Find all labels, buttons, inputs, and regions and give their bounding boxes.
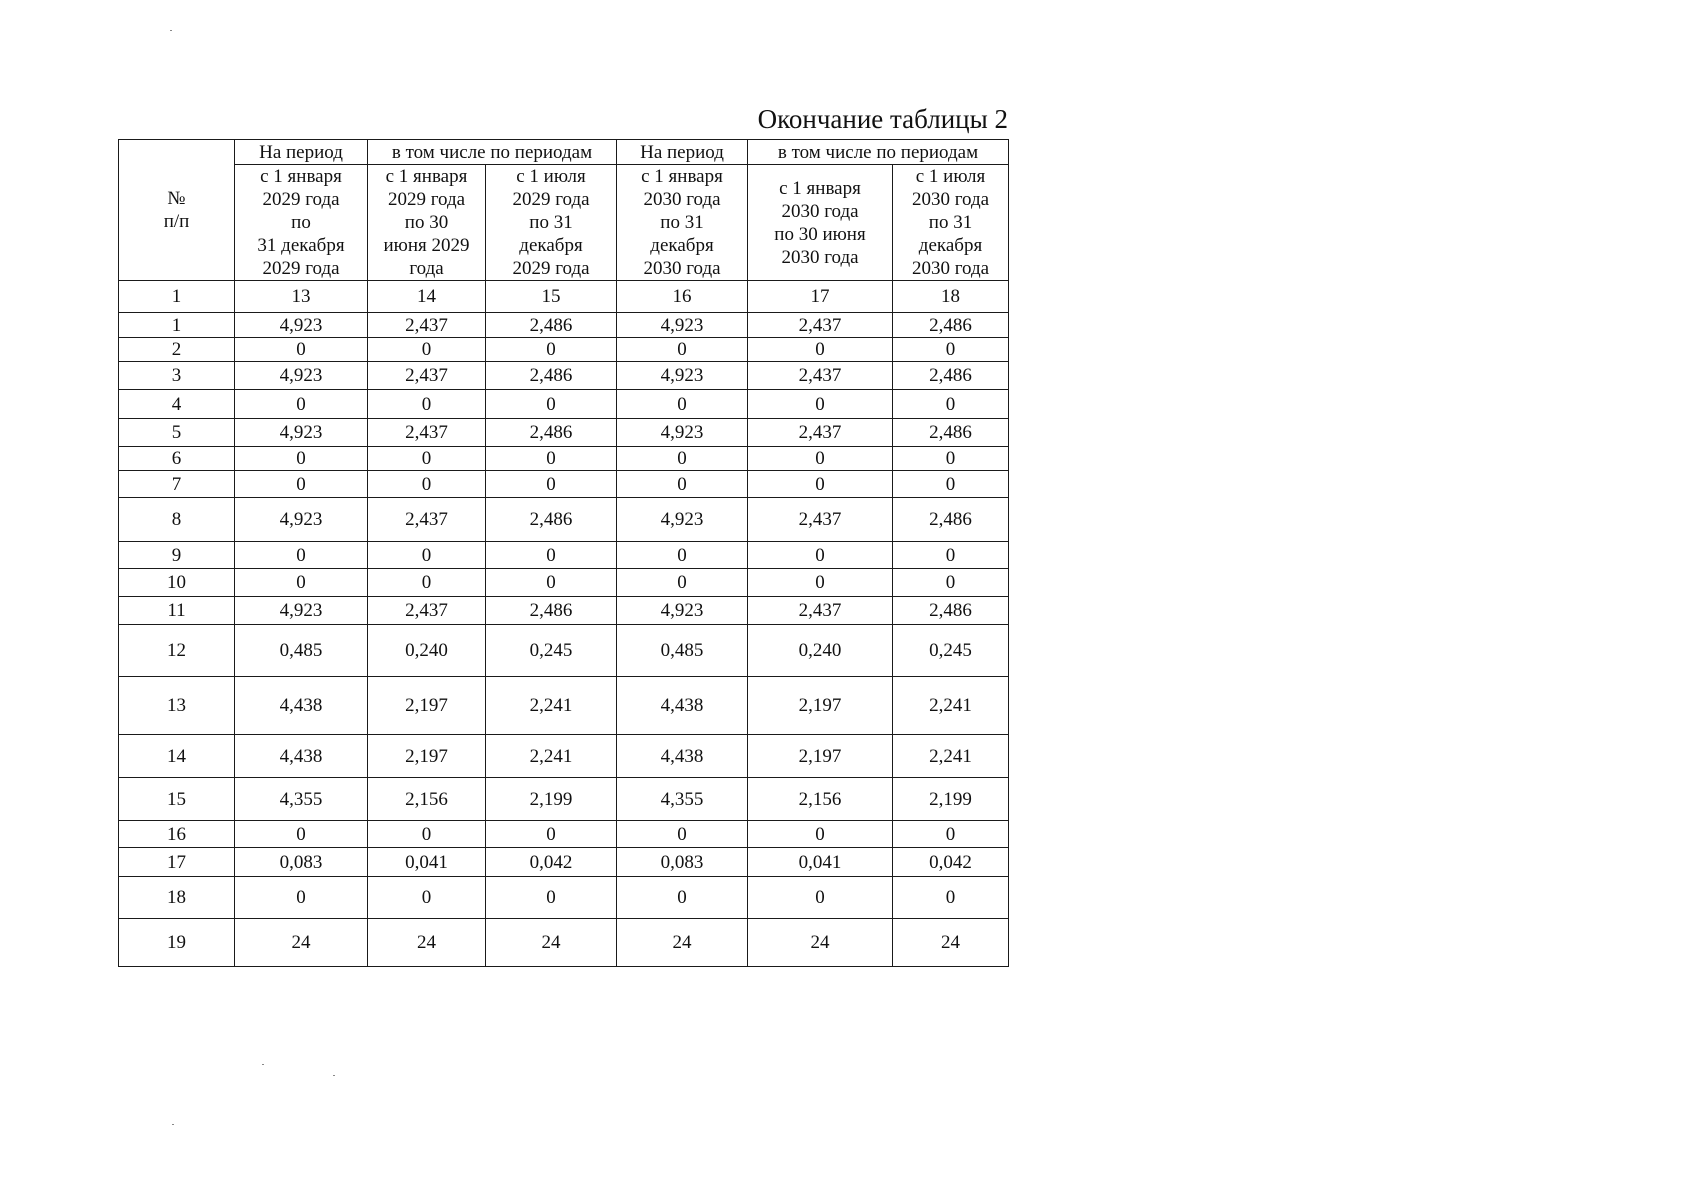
table-cell: 24 — [893, 919, 1009, 967]
table-cell: 0,042 — [893, 848, 1009, 877]
table-cell: 0 — [235, 338, 368, 362]
scan-speck — [170, 30, 172, 31]
table-cell: 2,486 — [893, 419, 1009, 447]
table-cell: 0 — [893, 542, 1009, 569]
row-number: 5 — [119, 419, 235, 447]
table-cell: 2,486 — [893, 313, 1009, 338]
row-number: 12 — [119, 625, 235, 677]
row-number: 8 — [119, 498, 235, 542]
table-cell: 2,241 — [893, 735, 1009, 778]
table-row — [119, 390, 1009, 419]
table-cell: 0 — [235, 542, 368, 569]
table-cell: 2,197 — [748, 735, 893, 778]
table-cell: 0 — [893, 471, 1009, 498]
table-cell: 0,245 — [486, 625, 617, 677]
table-cell: 0 — [486, 447, 617, 471]
header-col-15: с 1 июля 2029 года по 31 декабря 2029 года — [486, 165, 617, 281]
table-cell: 2,486 — [486, 313, 617, 338]
table-cell: 0 — [748, 390, 893, 419]
table-cell: 0 — [368, 471, 486, 498]
table-caption: Окончание таблицы 2 — [757, 104, 1008, 134]
table-row — [119, 597, 1009, 625]
table-cell: 24 — [368, 919, 486, 967]
table-cell: 0 — [748, 542, 893, 569]
table-cell: 0,240 — [748, 625, 893, 677]
table-cell: 0 — [368, 569, 486, 597]
table-row — [119, 848, 1009, 877]
row-number: 4 — [119, 390, 235, 419]
table-cell: 0 — [893, 569, 1009, 597]
table-cell: 0 — [235, 821, 368, 848]
table-row — [119, 471, 1009, 498]
table-cell: 0,083 — [235, 848, 368, 877]
table-row — [119, 419, 1009, 447]
table-cell: 0 — [617, 821, 748, 848]
table-cell: 2,437 — [368, 419, 486, 447]
table-cell: 2,197 — [748, 677, 893, 735]
table-cell: 2,437 — [368, 362, 486, 390]
table-cell: 4,355 — [617, 778, 748, 821]
table-cell: 2,156 — [368, 778, 486, 821]
header-row-number: № п/п — [119, 140, 235, 281]
table-cell: 0 — [893, 390, 1009, 419]
table-body — [119, 313, 1009, 967]
row-number: 15 — [119, 778, 235, 821]
scan-speck — [172, 1124, 174, 1125]
table-cell: 24 — [748, 919, 893, 967]
header-subperiods-2029: в том числе по периодам — [368, 140, 617, 165]
table-cell: 4,923 — [235, 597, 368, 625]
table-row — [119, 919, 1009, 967]
table-cell: 2,486 — [893, 362, 1009, 390]
table-cell: 2,437 — [748, 498, 893, 542]
table-cell: 4,923 — [235, 313, 368, 338]
row-number: 19 — [119, 919, 235, 967]
table-cell: 0 — [617, 542, 748, 569]
table-cell: 0 — [893, 821, 1009, 848]
table-cell: 0 — [617, 877, 748, 919]
header-col-18: с 1 июля 2030 года по 31 декабря 2030 года — [893, 165, 1009, 281]
table-cell: 2,437 — [748, 313, 893, 338]
row-number: 18 — [119, 877, 235, 919]
row-number: 9 — [119, 542, 235, 569]
table-cell: 0 — [486, 338, 617, 362]
table-cell: 2,486 — [893, 597, 1009, 625]
data-table — [118, 139, 1009, 967]
table-cell: 0,041 — [748, 848, 893, 877]
table-cell: 2,437 — [368, 597, 486, 625]
header-subperiods-2030: в том числе по периодам — [748, 140, 1009, 165]
table-cell: 0 — [617, 390, 748, 419]
table-cell: 0 — [368, 821, 486, 848]
row-number: 17 — [119, 848, 235, 877]
table-cell: 2,197 — [368, 677, 486, 735]
table-cell: 4,923 — [617, 498, 748, 542]
table-cell: 0 — [368, 447, 486, 471]
table-cell: 0 — [486, 542, 617, 569]
table-cell: 24 — [486, 919, 617, 967]
table-cell: 0,245 — [893, 625, 1009, 677]
table-cell: 0 — [617, 569, 748, 597]
header-col-13: с 1 января 2029 года по 31 декабря 2029 года — [235, 165, 368, 281]
table-cell: 2,486 — [486, 419, 617, 447]
scan-speck — [333, 1075, 335, 1076]
row-number: 14 — [119, 735, 235, 778]
table-cell: 0 — [486, 821, 617, 848]
table-cell: 0,083 — [617, 848, 748, 877]
table-row — [119, 735, 1009, 778]
table-cell: 0 — [368, 338, 486, 362]
row-number: 2 — [119, 338, 235, 362]
table-row — [119, 542, 1009, 569]
table-cell: 4,923 — [235, 498, 368, 542]
table-cell: 4,355 — [235, 778, 368, 821]
column-number-row — [119, 281, 1009, 313]
table-row — [119, 677, 1009, 735]
column-number: 16 — [617, 281, 748, 313]
table-cell: 0 — [486, 569, 617, 597]
row-number: 16 — [119, 821, 235, 848]
row-number: 6 — [119, 447, 235, 471]
table-cell: 4,438 — [235, 677, 368, 735]
table-cell: 2,486 — [486, 597, 617, 625]
table-cell: 0 — [486, 877, 617, 919]
table-cell: 2,437 — [748, 597, 893, 625]
table-row — [119, 778, 1009, 821]
table-cell: 2,486 — [486, 362, 617, 390]
table-row — [119, 569, 1009, 597]
table-cell: 2,241 — [486, 735, 617, 778]
table-cell: 0 — [617, 471, 748, 498]
table-cell: 2,486 — [893, 498, 1009, 542]
header-col-14: с 1 января 2029 года по 30 июня 2029 года — [368, 165, 486, 281]
table-cell: 4,923 — [617, 419, 748, 447]
table-cell: 4,923 — [235, 362, 368, 390]
table-row — [119, 338, 1009, 362]
table-cell: 0 — [486, 390, 617, 419]
table-cell: 24 — [235, 919, 368, 967]
header-col-16: с 1 января 2030 года по 31 декабря 2030 года — [617, 165, 748, 281]
table-cell: 0,485 — [235, 625, 368, 677]
table-cell: 2,437 — [368, 313, 486, 338]
table-cell: 0 — [368, 542, 486, 569]
table-cell: 0 — [893, 447, 1009, 471]
table-row — [119, 313, 1009, 338]
table-cell: 2,437 — [748, 419, 893, 447]
table-cell: 2,197 — [368, 735, 486, 778]
table-cell: 0 — [235, 447, 368, 471]
header-period-2030: На период — [617, 140, 748, 165]
table-cell: 0 — [748, 877, 893, 919]
table-cell: 4,923 — [617, 313, 748, 338]
table-cell: 0 — [368, 877, 486, 919]
table-row — [119, 625, 1009, 677]
row-number: 11 — [119, 597, 235, 625]
table-cell: 2,437 — [368, 498, 486, 542]
column-number: 14 — [368, 281, 486, 313]
table-cell: 0 — [235, 390, 368, 419]
table-row — [119, 821, 1009, 848]
table-cell: 0 — [617, 447, 748, 471]
row-number: 13 — [119, 677, 235, 735]
table-cell: 0 — [748, 821, 893, 848]
table-cell: 0 — [748, 338, 893, 362]
table-row — [119, 498, 1009, 542]
table-cell: 24 — [617, 919, 748, 967]
table-cell: 0,042 — [486, 848, 617, 877]
column-number: 18 — [893, 281, 1009, 313]
table-cell: 4,923 — [617, 597, 748, 625]
table-cell: 4,923 — [617, 362, 748, 390]
table-cell: 0,485 — [617, 625, 748, 677]
table-row — [119, 877, 1009, 919]
row-number: 10 — [119, 569, 235, 597]
table-cell: 4,438 — [617, 677, 748, 735]
table-row — [119, 362, 1009, 390]
header-col-17: с 1 января 2030 года по 30 июня 2030 года — [748, 165, 893, 281]
table-cell: 0 — [368, 390, 486, 419]
table-cell: 0 — [235, 569, 368, 597]
table-cell: 0 — [893, 877, 1009, 919]
table-cell: 0 — [235, 877, 368, 919]
table-cell: 0 — [748, 447, 893, 471]
table-cell: 4,438 — [235, 735, 368, 778]
row-number: 3 — [119, 362, 235, 390]
table-cell: 0 — [486, 471, 617, 498]
table-cell: 4,438 — [617, 735, 748, 778]
table-cell: 2,241 — [893, 677, 1009, 735]
header-row-top — [119, 140, 1009, 165]
table-cell: 0 — [748, 569, 893, 597]
table-cell: 2,199 — [486, 778, 617, 821]
table-cell: 0 — [617, 338, 748, 362]
table-cell: 2,199 — [893, 778, 1009, 821]
table-cell: 0 — [235, 471, 368, 498]
column-number: 13 — [235, 281, 368, 313]
table-cell: 2,156 — [748, 778, 893, 821]
table-cell: 4,923 — [235, 419, 368, 447]
header-row-sub — [119, 165, 1009, 281]
row-number: 7 — [119, 471, 235, 498]
table-cell: 0,041 — [368, 848, 486, 877]
column-number: 17 — [748, 281, 893, 313]
table-cell: 2,437 — [748, 362, 893, 390]
table-cell: 2,241 — [486, 677, 617, 735]
column-number: 1 — [119, 281, 235, 313]
table-cell: 0 — [893, 338, 1009, 362]
table-cell: 2,486 — [486, 498, 617, 542]
row-number: 1 — [119, 313, 235, 338]
scan-speck — [262, 1064, 264, 1065]
table-row — [119, 447, 1009, 471]
table-cell: 0 — [748, 471, 893, 498]
header-period-2029: На период — [235, 140, 368, 165]
column-number: 15 — [486, 281, 617, 313]
table-cell: 0,240 — [368, 625, 486, 677]
